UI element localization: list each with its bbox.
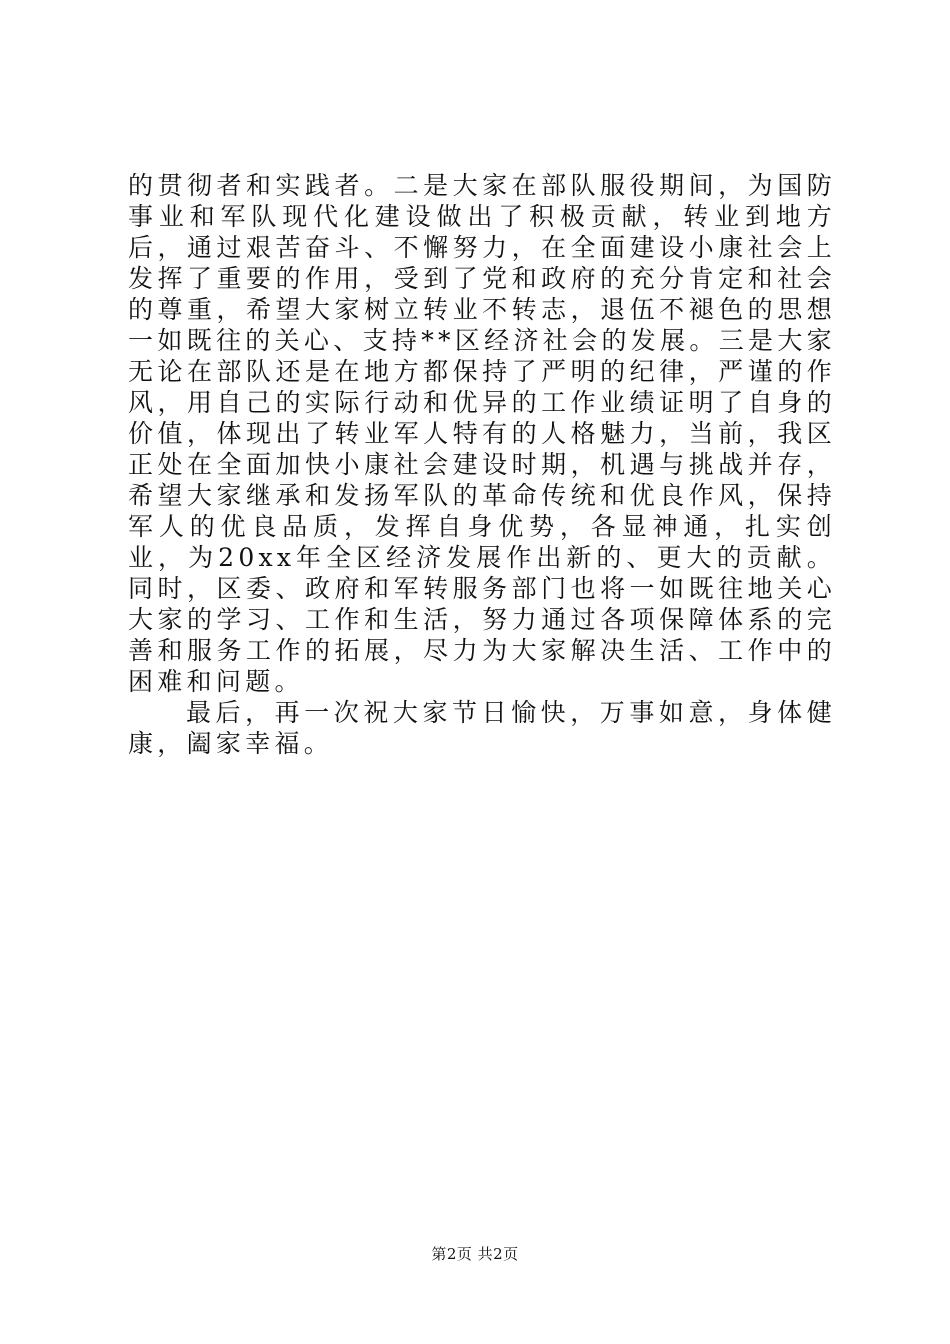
paragraph-closing: 最后，再一次祝大家节日愉快，万事如意，身体健康，阖家幸福。 [128,698,836,758]
paragraph-continuation: 的贯彻者和实践者。二是大家在部队服役期间，为国防事业和军队现代化建设做出了积极贡献，转业到地方后，通过艰苦奋斗、不懈努力，在全面建设小康社会上发挥了重要的作用，受到了党和政府的充分肯定和社会的尊重，希望大家树立转业不转志，退伍不褪色的思想一如既往的关心、支持**区经济社会的发展。三是大家无论在部队还是在地方都保持了严明的纪律，严谨的作风，用自己的实际行动和优异的工作业绩证明了自身的价值，体现出了转业军人特有的人格魅力，当前，我区正处在全面加快小康社会建设时期，机遇与挑战并存，希望大家继承和发扬军队的革命传统和优良作风，保持军人的优良品质，发挥自身优势，各显神通，扎实创业，为20xx年全区经济发展作出新的、更大的贡献。同时，区委、政府和军转服务部门也将一如既往地关心大家的学习、工作和生活，努力通过各项保障体系的完善和服务工作的拓展，尽力为大家解决生活、工作中的困难和问题。 [128,171,836,696]
document-body [128,170,836,759]
page-number-footer: 第2页 共2页 [431,1245,519,1263]
